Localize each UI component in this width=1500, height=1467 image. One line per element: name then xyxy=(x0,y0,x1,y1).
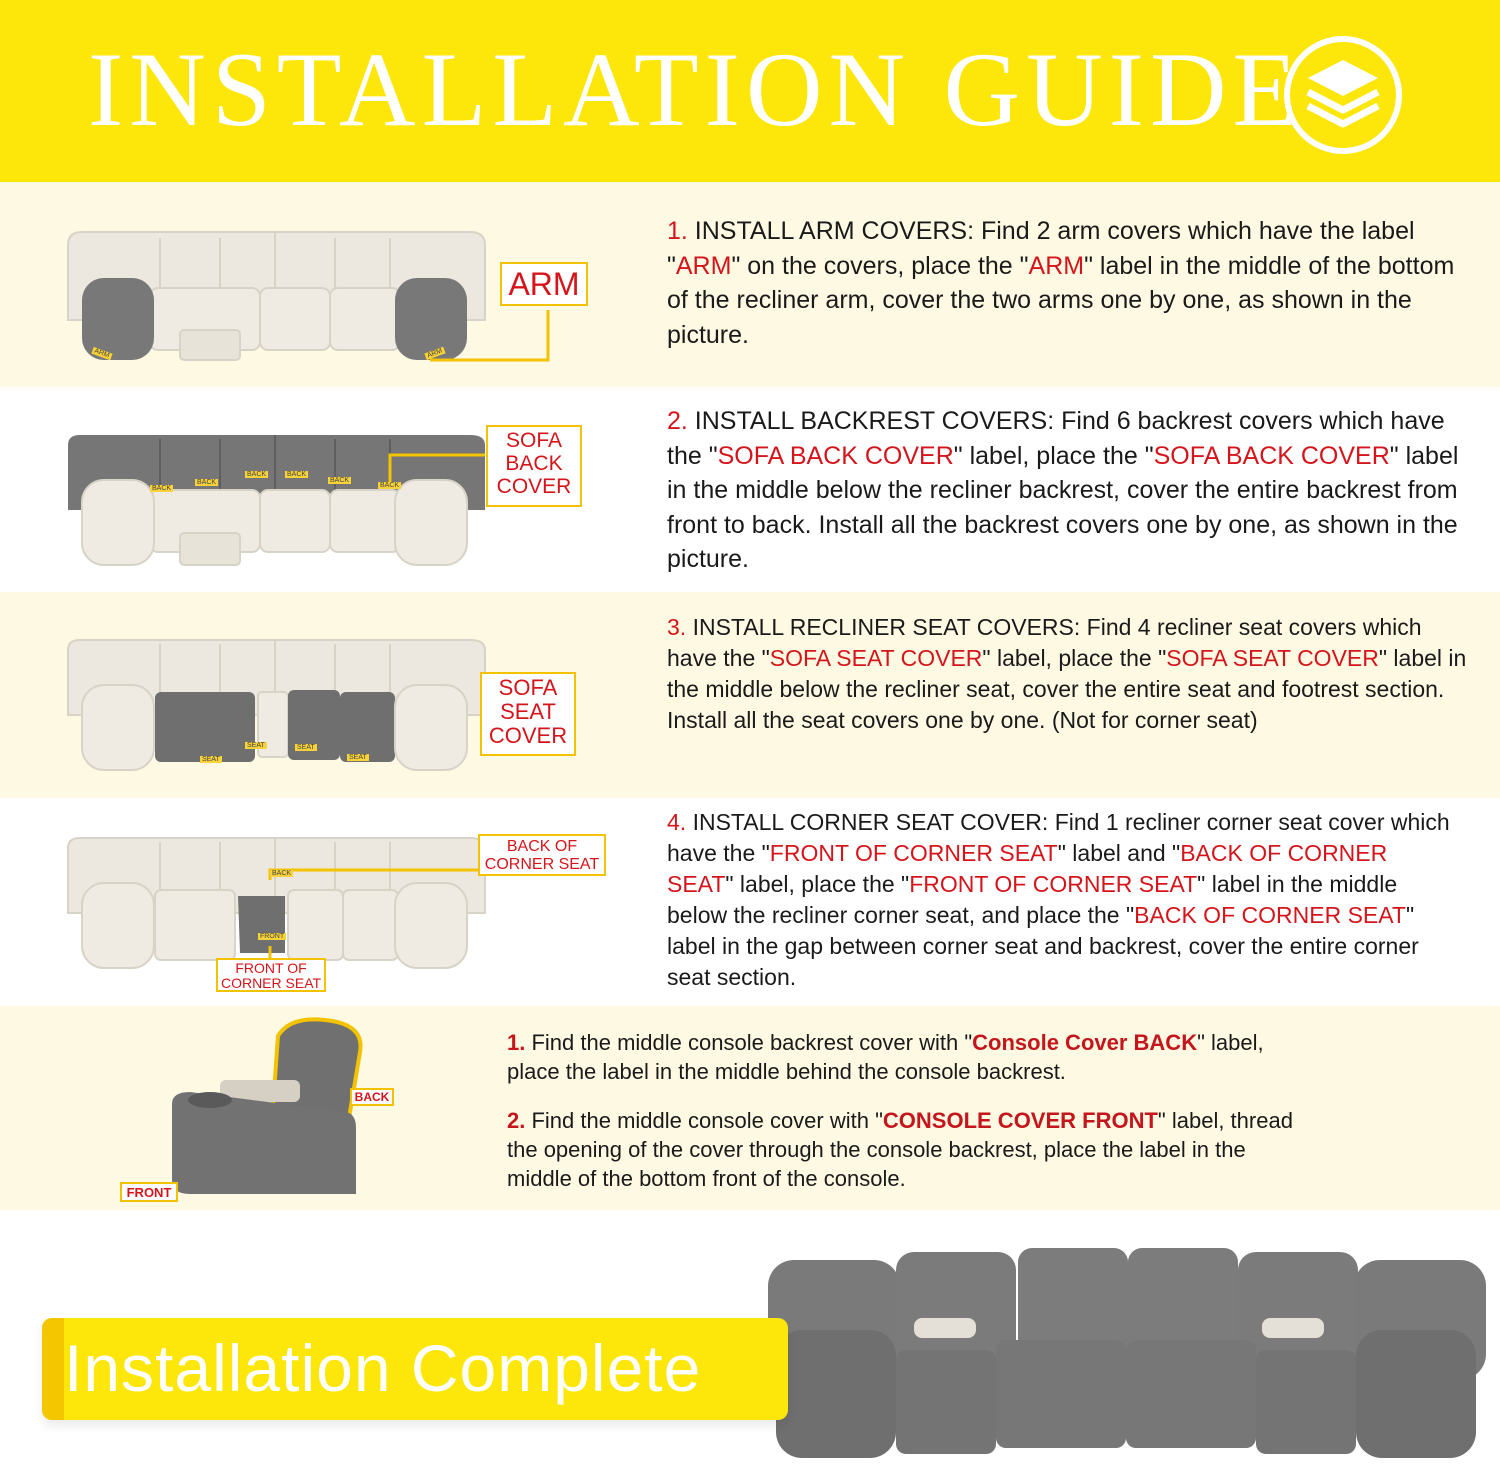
sofa-back-cover-tag: SOFA BACK COVER xyxy=(486,425,582,507)
console-front-tag: FRONT xyxy=(120,1182,178,1202)
header-banner xyxy=(0,0,1500,182)
arm-tag: ARM xyxy=(500,262,588,306)
step-1-section xyxy=(0,182,1500,387)
step-4-text: 4. INSTALL CORNER SEAT COVER: Find 1 recliner corner seat cover which have the "FRONT OF CORNER SEAT" label and "BACK OF CORNER SEAT" label, place the "FRONT OF CORNER SEAT" label in the middle below the recliner corner seat, and place the "BACK OF CORNER SEAT" label in the gap between corner seat and backrest, cover the entire corner seat section. xyxy=(667,809,1450,990)
seat-mini-label: SEAT xyxy=(349,754,367,761)
step-4-section xyxy=(0,798,1500,1006)
back-mini-label: BACK xyxy=(330,477,350,484)
finished-sofa-image xyxy=(764,1240,1492,1462)
console-instruction-2: 2. Find the middle console cover with "CONSOLE COVER FRONT" label, thread the opening of the cover through the console backrest, place the label in the middle of the bottom front of the console. xyxy=(507,1108,1293,1191)
console-section xyxy=(0,1006,1500,1210)
back-mini-label: BACK xyxy=(272,870,292,877)
page-title: INSTALLATION GUIDE xyxy=(88,31,1304,148)
front-mini-label: FRONT xyxy=(260,933,285,940)
console-cover-diagram xyxy=(160,1012,410,1206)
seat-mini-label: SEAT xyxy=(202,756,220,763)
step-3-section xyxy=(0,592,1500,798)
arm-mini-label: ARM xyxy=(93,347,111,360)
back-mini-label: BACK xyxy=(197,479,217,486)
back-of-corner-seat-tag: BACK OF CORNER SEAT xyxy=(478,834,606,876)
sofa-seat-cover-tag: SOFA SEAT COVER xyxy=(480,672,576,756)
back-mini-label: BACK xyxy=(287,471,307,478)
back-mini-label: BACK xyxy=(152,485,172,492)
installation-complete-label: Installation Complete xyxy=(64,1331,702,1405)
layers-icon xyxy=(1282,34,1404,156)
step-1-text: 1. INSTALL ARM COVERS: Find 2 arm covers which have the label "ARM" on the covers, place the "ARM" label in the middle of the bottom of the recliner arm, cover the two arms one by one, as shown in the picture. xyxy=(667,217,1455,349)
back-mini-label: BACK xyxy=(380,482,400,489)
console-back-tag: BACK xyxy=(350,1088,394,1106)
seat-mini-label: SEAT xyxy=(297,744,315,751)
back-mini-label: BACK xyxy=(247,471,267,478)
seat-mini-label: SEAT xyxy=(247,742,265,749)
arm-mini-label: ARM xyxy=(426,347,444,360)
step-2-section xyxy=(0,387,1500,592)
step-2-text: 2. INSTALL BACKREST COVERS: Find 6 backrest covers which have the "SOFA BACK COVER" label, place the "SOFA BACK COVER" label in the middle below the recliner backrest, cover the entire backrest from front to back. Install all the backrest covers one by one, as shown in the picture. xyxy=(667,407,1459,573)
front-of-corner-seat-tag: FRONT OF CORNER SEAT xyxy=(216,958,326,992)
console-instruction-1: 1. Find the middle console backrest cover with "Console Cover BACK" label, place the label in the middle behind the console backrest. xyxy=(507,1030,1264,1084)
step-3-text: 3. INSTALL RECLINER SEAT COVERS: Find 4 recliner seat covers which have the "SOFA SEAT COVER" label, place the "SOFA SEAT COVER" label in the middle below the recliner seat, cover the entire seat and footrest section. Install all the seat covers one by one. (Not for corner seat) xyxy=(667,614,1467,733)
